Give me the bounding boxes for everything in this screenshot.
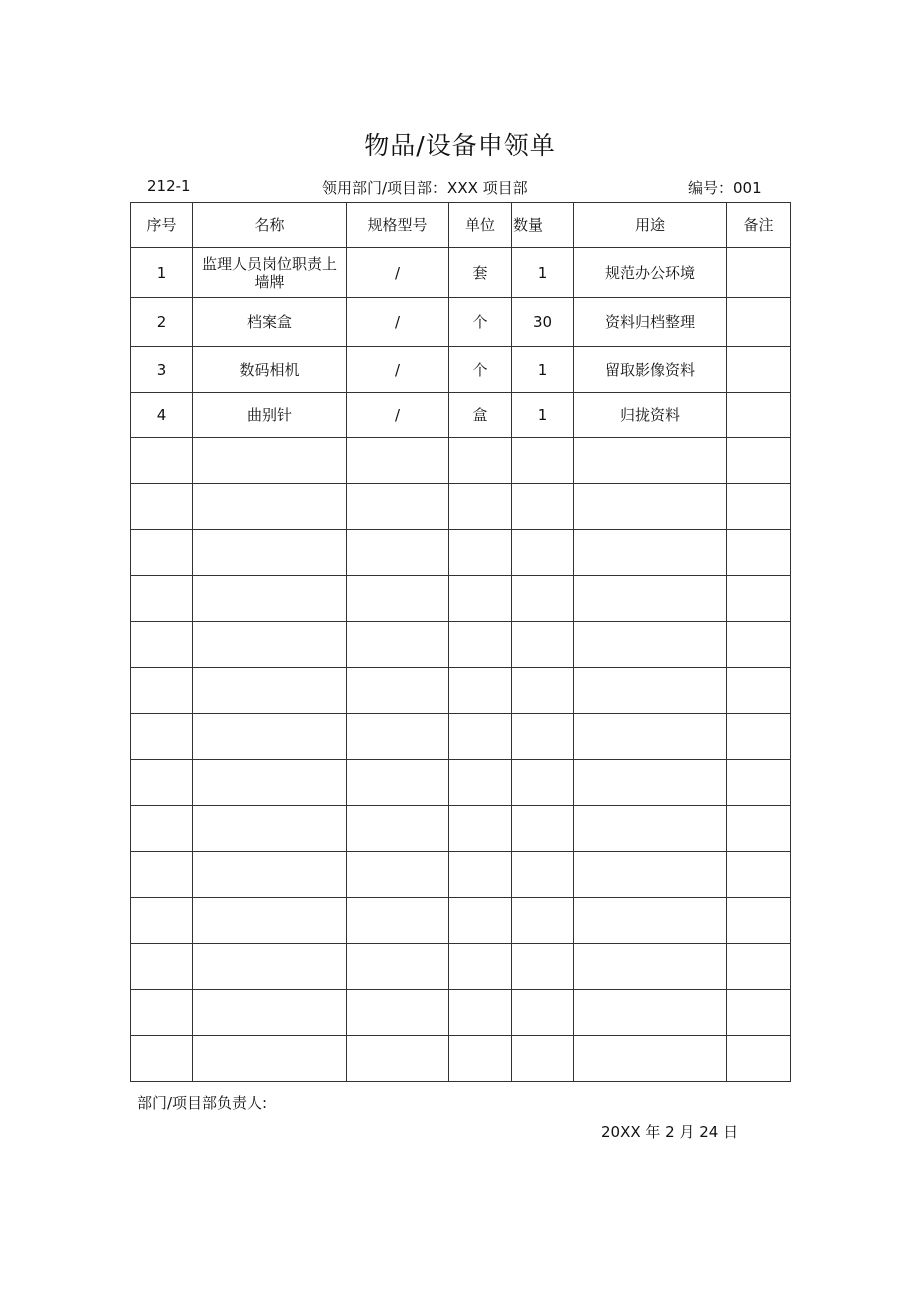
row-index: 2 [131, 298, 193, 347]
empty-row [131, 990, 791, 1036]
page-title: 物品/设备申领单 [364, 131, 556, 160]
row-note [727, 298, 791, 347]
row-index: 4 [131, 393, 193, 438]
row-index: 1 [131, 248, 193, 298]
row-spec: / [347, 347, 449, 393]
row-unit: 个 [449, 347, 512, 393]
table-row [131, 393, 791, 438]
empty-row [131, 668, 791, 714]
empty-row [131, 530, 791, 576]
empty-row [131, 852, 791, 898]
row-unit: 盒 [449, 393, 512, 438]
header-spec: 规格型号 [347, 203, 449, 248]
row-purpose: 规范办公环境 [574, 248, 727, 298]
header-note: 备注 [727, 203, 791, 248]
header-index: 序号 [131, 203, 193, 248]
row-note [727, 248, 791, 298]
row-qty: 1 [512, 393, 574, 438]
empty-row [131, 622, 791, 668]
row-name: 监理人员岗位职责上墙牌 [193, 248, 347, 298]
empty-row [131, 714, 791, 760]
header-purpose: 用途 [574, 203, 727, 248]
empty-row [131, 944, 791, 990]
row-spec: / [347, 248, 449, 298]
date-label: 20XX 年 2 月 24 日 [601, 1123, 739, 1141]
signature-label: 部门/项目部负责人: [137, 1094, 268, 1112]
empty-row [131, 760, 791, 806]
table-header-row [131, 203, 791, 248]
row-note [727, 393, 791, 438]
row-spec: / [347, 298, 449, 347]
requisition-table [130, 202, 791, 1082]
row-qty: 1 [512, 347, 574, 393]
table-row [131, 298, 791, 347]
header-unit: 单位 [449, 203, 512, 248]
empty-row [131, 1036, 791, 1082]
row-name: 档案盒 [193, 298, 347, 347]
header-name: 名称 [193, 203, 347, 248]
row-index: 3 [131, 347, 193, 393]
row-purpose: 资料归档整理 [574, 298, 727, 347]
row-note [727, 347, 791, 393]
table-row [131, 248, 791, 298]
empty-row [131, 576, 791, 622]
row-purpose: 归拢资料 [574, 393, 727, 438]
row-spec: / [347, 393, 449, 438]
table-row [131, 347, 791, 393]
empty-row [131, 484, 791, 530]
row-unit: 个 [449, 298, 512, 347]
row-purpose: 留取影像资料 [574, 347, 727, 393]
form-code: 212-1 [147, 177, 191, 195]
empty-row [131, 898, 791, 944]
row-qty: 30 [512, 298, 574, 347]
empty-row [131, 438, 791, 484]
form-number: 编号：001 [688, 179, 762, 197]
department-label: 领用部门/项目部：XXX 项目部 [322, 179, 528, 197]
header-qty: 数量 [512, 203, 574, 248]
row-qty: 1 [512, 248, 574, 298]
empty-row [131, 806, 791, 852]
row-name: 曲别针 [193, 393, 347, 438]
row-name: 数码相机 [193, 347, 347, 393]
row-unit: 套 [449, 248, 512, 298]
